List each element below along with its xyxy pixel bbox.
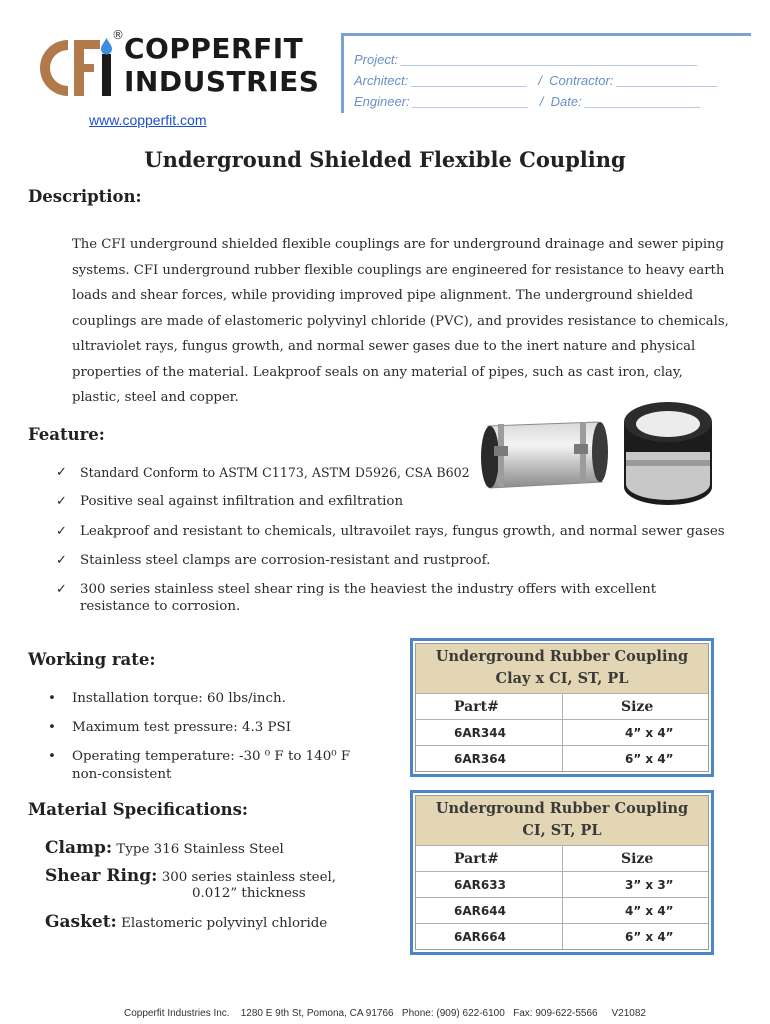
gasket-spec: Gasket: Elastomeric polyvinyl chloride — [45, 912, 328, 932]
table-row: 6AR644 4” x 4” — [416, 897, 708, 923]
logo-wordmark — [124, 32, 319, 98]
feature-item: ✓ Positive seal against infiltration and exfiltration — [56, 494, 404, 509]
shear-ring-spec: Shear Ring: 300 series stainless steel, — [45, 866, 337, 886]
feature-heading: Feature: — [28, 425, 105, 444]
logo-line-1: COPPERFIT — [124, 32, 304, 65]
page-title: Underground Shielded Flexible Coupling — [144, 147, 626, 172]
bullet-icon: • — [48, 749, 56, 764]
table-row: 6AR664 6” x 4” — [416, 923, 708, 949]
cfi-logo-mark — [34, 34, 118, 100]
check-icon: ✓ — [56, 465, 67, 480]
table-title: Underground Rubber Coupling Clay x CI, ST, PL — [416, 644, 708, 693]
working-rate-item: • Installation torque: 60 lbs/inch. — [48, 691, 286, 706]
working-rate-item: • Maximum test pressure: 4.3 PSI — [48, 720, 292, 735]
working-rate-item: • Operating temperature: -30 ⁰ F to 140⁰ F non-consistent — [48, 749, 351, 782]
shear-ring-thickness: 0.012” thickness — [192, 886, 306, 901]
clamp-spec: Clamp: Type 316 Stainless Steel — [45, 838, 284, 858]
description-heading: Description: — [28, 187, 142, 206]
table-title: Underground Rubber Coupling CI, ST, PL — [416, 796, 708, 845]
description-text: The CFI underground shielded flexible couplings are for underground drainage and sewer piping systems. CFI underground rubber flexible couplings are engineered for resistance to heavy earth loads and shear forces, while providing improved pipe alignment. The underground shielded couplings are made of elastomeric polyvinyl chloride (PVC), and provides resistance to chemicals, ultraviolet rays, fungus growth, and normal sewer gases due to the inert nature and physical properties of the material. Leakproof seals on any material of pipes, such as cast iron, clay, plastic, steel and copper. — [72, 237, 729, 405]
engineer-date-line: Engineer: ________________ / Date: ________________ — [354, 94, 701, 109]
bullet-icon: • — [48, 720, 56, 735]
product-table-ci — [410, 790, 714, 955]
column-header-size: Size — [562, 846, 708, 871]
coupling-side-photo — [470, 412, 612, 494]
table-header-row — [416, 845, 708, 871]
column-header-size: Size — [562, 694, 708, 719]
column-header-part: Part# — [454, 698, 499, 715]
column-header-part: Part# — [454, 850, 499, 867]
registered-mark: ® — [112, 28, 124, 42]
project-line: Project: _________________________________________ — [354, 52, 699, 67]
table-row: 6AR633 3” x 3” — [416, 871, 708, 897]
check-icon: ✓ — [56, 553, 67, 568]
table-row: 6AR344 4” x 4” — [416, 719, 708, 745]
product-table-clay — [410, 638, 714, 777]
coupling-end-photo — [616, 392, 720, 512]
company-logo — [34, 30, 339, 102]
table-header-row — [416, 693, 708, 719]
logo-line-2: INDUSTRIES — [124, 65, 320, 98]
table-row: 6AR364 6” x 4” — [416, 745, 708, 771]
working-rate-heading: Working rate: — [28, 650, 156, 669]
check-icon: ✓ — [56, 494, 67, 509]
check-icon: ✓ — [56, 524, 67, 539]
material-heading: Material Specifications: — [28, 800, 249, 819]
website-link[interactable]: www.copperfit.com — [89, 112, 207, 128]
feature-item: ✓ 300 series stainless steel shear ring is the heaviest the industry offers with excellent resistance to corrosion. — [56, 582, 657, 614]
feature-item: ✓ Leakproof and resistant to chemicals, ultravoilet rays, fungus growth, and normal sewer gases — [56, 524, 725, 539]
feature-item: ✓ Stainless steel clamps are corrosion-resistant and rustproof. — [56, 553, 491, 568]
project-info-box — [341, 33, 751, 113]
page-footer: Copperfit Industries Inc. 1280 E 9th St, Pomona, CA 91766 Phone: (909) 622-6100 Fax: 909-622-5566 V21082 — [123, 1008, 646, 1019]
architect-contractor-line: Architect: ________________ / Contractor: ______________ — [354, 73, 719, 88]
bullet-icon: • — [48, 691, 56, 706]
feature-item: ✓ Standard Conform to ASTM C1173, ASTM D5926, CSA B602 — [56, 465, 470, 480]
check-icon: ✓ — [56, 582, 67, 597]
